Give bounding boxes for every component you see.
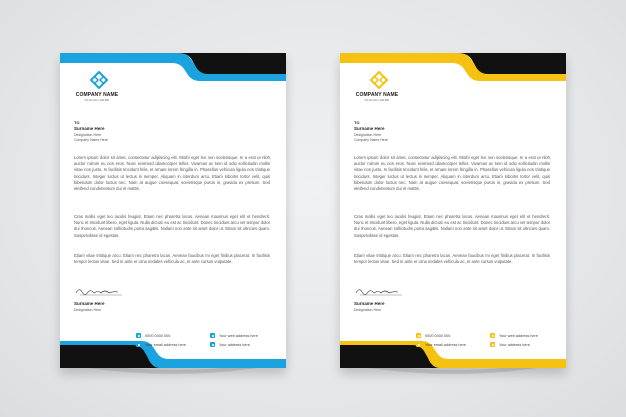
company-name: COMPANY NAME: [355, 92, 399, 98]
to-label: TO: [354, 120, 360, 125]
body-paragraph: Etiam vitae tristique arcu. Etiam nec pharetra lacus. Aenean faucibus mi eget finibus placerat. In facilisis tempor lectus vitae. Sed in ante et urna sodales vehicula ac, et ante cursus vulputate.: [74, 253, 270, 265]
signatory-designation: Designation Here: [74, 308, 102, 312]
contact-web: [210, 333, 258, 338]
body-paragraph: Lorem ipsum dolor sit amet, consectetur adipiscing elit. Morbi eget leo non scelerisque. In a erat ut nibh auctor rutrum eu non eros. Nunc euismod ullamcorper tellus. Vivamus ac sem id odio sollicitudin mollis vitae non justo. In facilisis tincidunt felis, et ornare lorem fringilla in. Phasellus vehicula ligula non tristique tincidunt. Integer luctus ut lectus in semper. Aliquam in interdum arcu. Etiam lobortis tortor velit, quis bibendum dolor luctus nec. Nam at augue consequat, scelerisque purus in, gravida ex pretium. Sed eleifend condimentum dui et mattis.: [74, 155, 270, 192]
to-label: TO: [74, 120, 80, 125]
signature-graphic: [354, 285, 404, 297]
recipient-company: Company Name Here: [354, 138, 388, 142]
contact-email: [136, 342, 186, 347]
contact-address: [210, 342, 250, 347]
phone-icon: [416, 333, 421, 338]
body-paragraph: Etiam vitae tristique arcu. Etiam nec pharetra lacus. Aenean faucibus mi eget finibus placerat. In facilisis tempor lectus vitae. Sed in ante et urna sodales vehicula ac, et ante cursus vulputate.: [354, 253, 550, 265]
phone-icon: [136, 333, 141, 338]
slogan: SLOGAN HERE: [364, 98, 390, 102]
body-paragraph: Lorem ipsum dolor sit amet, consectetur adipiscing elit. Morbi eget leo non scelerisque. In a erat ut nibh auctor rutrum eu non eros. Nunc euismod ullamcorper tellus. Vivamus ac sem id odio sollicitudin mollis vitae non justo. In facilisis tincidunt felis, et ornare lorem fringilla in. Phasellus vehicula ligula non tristique tincidunt. Integer luctus ut lectus in semper. Aliquam in interdum arcu. Etiam lobortis tortor velit, quis bibendum dolor luctus nec. Nam at augue consequat, scelerisque purus in, gravida ex pretium. Sed eleifend condimentum dui et mattis.: [354, 155, 550, 192]
contact-address: [490, 342, 530, 347]
signatory-name: Surname Here: [354, 301, 385, 306]
letterhead-blue: [60, 53, 286, 368]
globe-icon: [490, 333, 495, 338]
recipient-name: Surname Here: [354, 126, 385, 131]
contact-text: Your email address here: [425, 342, 467, 347]
signatory-name: Surname Here: [74, 301, 105, 306]
recipient-company: Company Name Here: [74, 138, 108, 142]
email-icon: [136, 342, 141, 347]
letterhead-yellow: [340, 53, 566, 368]
slogan: SLOGAN HERE: [84, 98, 110, 102]
signatory-designation: Designation Here: [354, 308, 382, 312]
contact-text: Your address here: [499, 342, 530, 347]
contact-text: Your web address here: [219, 333, 258, 338]
contact-phone: [416, 333, 450, 338]
diamond-logo-icon: [86, 71, 112, 89]
contact-text: 0000 0000 000: [425, 333, 451, 338]
contact-text: Your email address here: [145, 342, 187, 347]
signature-graphic: [74, 285, 124, 297]
contact-text: Your address here: [219, 342, 250, 347]
recipient-designation: Designation Here: [74, 133, 102, 137]
body-paragraph: Cras mollis eget leo iaculis feugiat. Etiam nec pharetra lacus. Aenean maximus eget elit et hendrerit. Nunc et tincidunt libero, eget ligula. Nulla dictum eu est ac tincidunt. Donec tincidunt arcu vel tempor dolor dui rhoncus. Aenean sollicitudin porta sagittis. Nullam non ante sit amet dolor ut. Etiam sit ultricies quam. Suspendisse id egestas.: [74, 214, 270, 238]
location-icon: [210, 342, 215, 347]
globe-icon: [210, 333, 215, 338]
contact-phone: [136, 333, 170, 338]
diamond-logo-icon: [366, 71, 392, 89]
recipient-name: Surname Here: [74, 126, 105, 131]
recipient-designation: Designation Here: [354, 133, 382, 137]
location-icon: [490, 342, 495, 347]
contact-text: 0000 0000 000: [145, 333, 171, 338]
contact-web: [490, 333, 538, 338]
contact-text: Your web address here: [499, 333, 538, 338]
email-icon: [416, 342, 421, 347]
body-paragraph: Cras mollis eget leo iaculis feugiat. Etiam nec pharetra lacus. Aenean maximus eget elit et hendrerit. Nunc et tincidunt libero, eget ligula. Nulla dictum eu est ac tincidunt. Donec tincidunt arcu vel tempor dolor dui rhoncus. Aenean sollicitudin porta sagittis. Nullam non ante sit amet dolor ut. Etiam sit ultricies quam. Suspendisse id egestas.: [354, 214, 550, 238]
company-name: COMPANY NAME: [75, 92, 119, 98]
contact-email: [416, 342, 466, 347]
